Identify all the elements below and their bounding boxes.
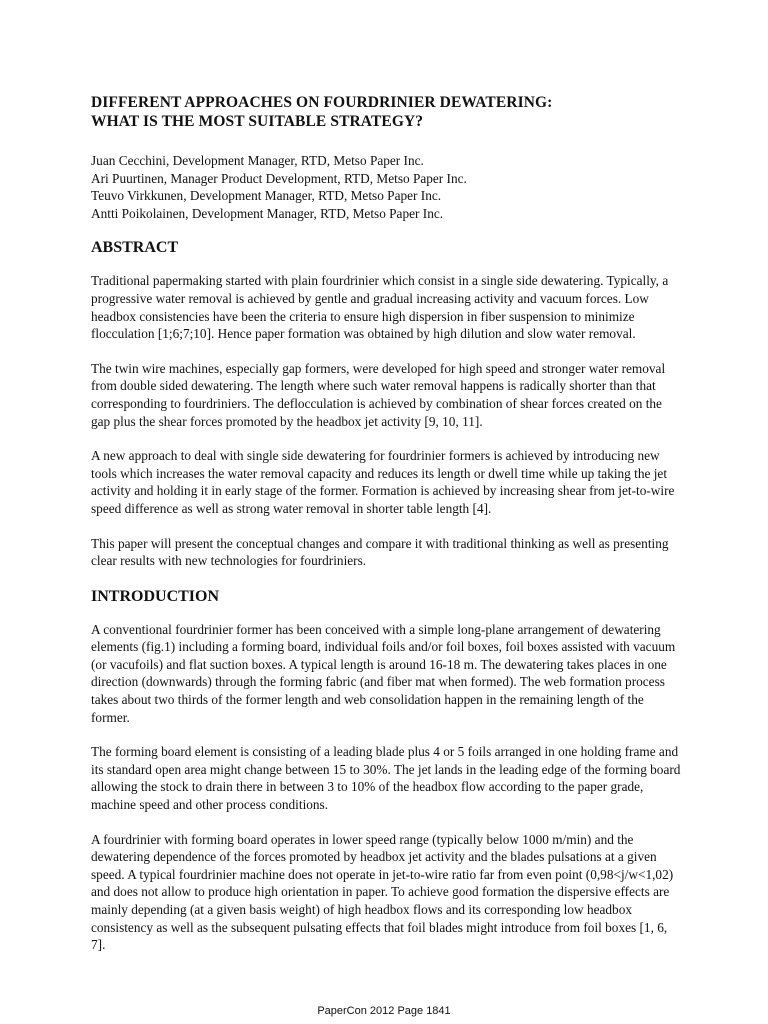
abstract-paragraph: A new approach to deal with single side dewatering for fourdrinier formers is achieved by introducing new tools which increases the water removal capacity and reduces its length or dwell time while up taking the jet activity and holding it in early stage of the former. Formation is achieved by increasing shear from jet-to-wire speed difference as well as strong water removal in shorter table length [4]. (91, 448, 675, 516)
abstract-section (91, 238, 681, 569)
introduction-paragraph: The forming board element is consisting of a leading blade plus 4 or 5 foils arranged in one holding frame and its standard open area might change between 15 to 30%. The jet lands in the leading edge of the forming board allowing the stock to drain there in between 3 to 10% of the headbox flow according to the paper grade, machine speed and other process conditions. (91, 744, 681, 813)
introduction-heading: INTRODUCTION (91, 587, 220, 605)
author-line: Antti Poikolainen, Development Manager, RTD, Metso Paper Inc. (91, 205, 444, 221)
author-line: Juan Cecchini, Development Manager, RTD, Metso Paper Inc. (91, 153, 424, 168)
paper-title (91, 93, 681, 131)
author-line: Teuvo Virkkunen, Development Manager, RTD, Metso Paper Inc. (91, 188, 442, 204)
author-list (91, 152, 681, 222)
abstract-paragraph: Traditional papermaking started with plain fourdrinier which consist in a single side dewatering. Typically, a progressive water removal is achieved by gentle and gradual increasing activity and vacuum forces. Low headbox consistencies have been the criteria to ensure high dispersion in fiber suspension to minimize flocculation [1;6;7;10]. Hence paper formation was obtained by high dilution and slow water removal. (91, 273, 669, 342)
abstract-heading: ABSTRACT (91, 239, 179, 257)
introduction-paragraph: A conventional fourdrinier former has been conceived with a simple long-plane arrangement of dewatering elements (fig.1) including a forming board, individual foils and/or foil boxes, foil boxes assisted with vacuum (or vacufoils) and flat suction boxes. A typical length is around 16-18 m. The dewatering takes places in one direction (downwards) through the forming fabric (and fiber mat when formed). The web formation process takes about two thirds of the former length and web consolidation happen in the remaining length of the former. (91, 621, 676, 725)
page-footer: PaperCon 2012 Page 1841 (317, 1005, 451, 1017)
page-content (91, 93, 681, 971)
title-line-1: DIFFERENT APPROACHES ON FOURDRINIER DEWATERING: (91, 94, 553, 111)
introduction-paragraph: A fourdrinier with forming board operates in lower speed range (typically below 1000 m/min) and the dewatering dependence of the forces promoted by headbox jet activity and the blades pulsations at a given speed. A typical fourdrinier machine does not operate in jet-to-wire ratio far from even point (0,98<j/w<1,02) and does not allow to produce high orientation in paper. To achieve good formation the dispersive effects are mainly depending (at a given basis weight) of high headbox flows and its corresponding low headbox consistency as well as the subsequent pulsating effects that foil blades might introduce from foil boxes [1, 6, 7]. (91, 831, 674, 953)
title-line-2: WHAT IS THE MOST SUITABLE STRATEGY? (91, 113, 424, 130)
abstract-paragraph: The twin wire machines, especially gap formers, were developed for high speed and stronger water removal from double sided dewatering. The length where such water removal happens is radically shorter than that corresponding to fourdriniers. The deflocculation is achieved by combination of shear forces created on the gap plus the shear forces promoted by the headbox jet activity [9, 10, 11]. (91, 360, 666, 429)
abstract-paragraph: This paper will present the conceptual changes and compare it with traditional thinking as well as presenting clear results with new technologies for fourdriniers. (91, 535, 669, 569)
introduction-section (91, 587, 681, 954)
author-line: Ari Puurtinen, Manager Product Development, RTD, Metso Paper Inc. (91, 170, 467, 186)
